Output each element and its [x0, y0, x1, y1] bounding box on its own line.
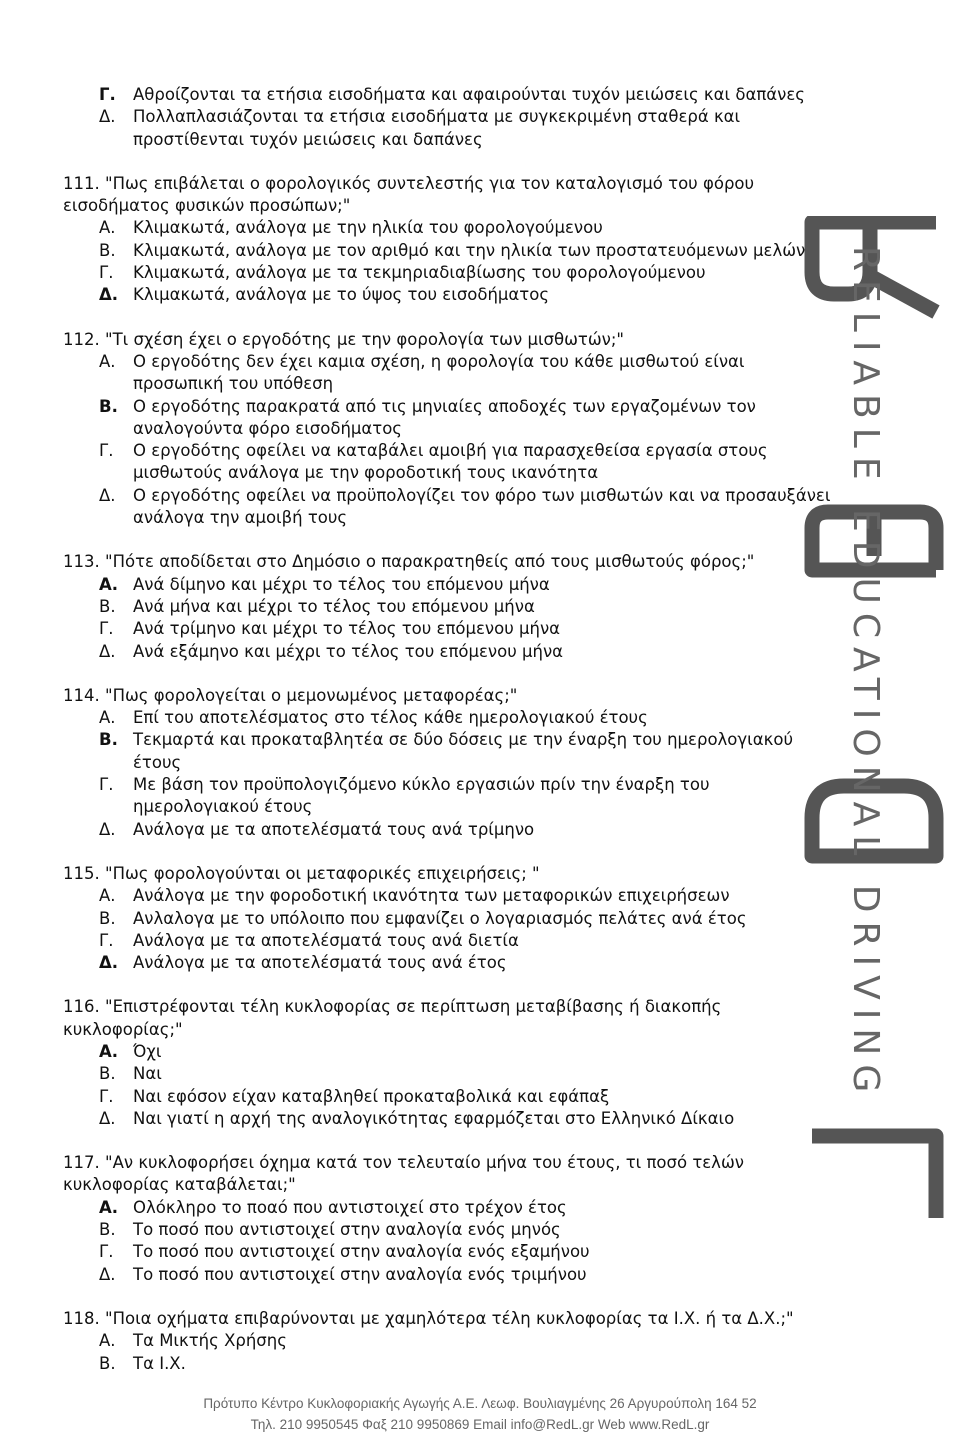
option-letter: Α. [99, 1197, 119, 1217]
option-letter: Β. [99, 1353, 116, 1373]
question-block [63, 1308, 838, 1375]
question-text: 116. "Επιστρέφονται τέλη κυκλοφορίας σε περίπτωση μεταβίβασης ή διακοπής κυκλοφορίας;" [63, 997, 722, 1039]
option-letter: Γ. [99, 441, 114, 461]
option-letter: Α. [99, 574, 119, 594]
option-text: Το ποσό που αντιστοιχεί στην αναλογία ενός τριμήνου [133, 1264, 587, 1284]
watermark-tagline: RELIABLE EDUCATIONAL DRIVING [845, 246, 886, 1102]
footer-contact: Τηλ. 210 9950545 Φαξ 210 9950869 Email info@RedL.gr Web www.RedL.gr [250, 1417, 710, 1432]
question-block [63, 1152, 838, 1286]
option-text: Ανά μήνα και μέχρι το τέλος του επόμενου μήνα [133, 596, 535, 616]
option-letter: Α. [99, 351, 116, 371]
question-block [63, 551, 838, 662]
redl-watermark-logo [796, 216, 946, 1290]
option-letter: Γ. [99, 619, 114, 639]
answer-option [99, 1086, 838, 1108]
answer-option [99, 351, 838, 396]
option-text: Κλιμακωτά, ανάλογα με την ηλικία του φορολογούμενου [133, 218, 603, 238]
answer-option [99, 574, 838, 596]
question-text: 112. "Τι σχέση έχει ο εργοδότης με την φορολογία των μισθωτών;" [63, 329, 625, 349]
option-text: Με βάση τον προϋπολογιζόμενο κύκλο εργασιών πρίν την έναρξη του ημερολογιακού έτους [133, 775, 710, 817]
option-letter: Β. [99, 730, 118, 750]
option-text: Τα Μικτής Χρήσης [133, 1331, 287, 1351]
option-text: Ανά εξάμηνο και μέχρι το τέλος του επόμενου μήνα [133, 641, 564, 661]
answer-option [99, 618, 838, 640]
option-letter: Δ. [99, 1264, 116, 1284]
option-text: Ανλαλογα με το υπόλοιπο που εμφανίζει ο λογαριασμός πελάτες ανά έτος [133, 908, 747, 928]
question-text: 111. "Πως επιβάλεται ο φορολογικός συντελεστής για τον καταλογισμό του φόρου εισοδήματος φυσικών προσώπων;" [63, 173, 755, 216]
option-letter: Γ. [99, 775, 114, 795]
option-letter: Α. [99, 1041, 119, 1061]
option-letter: Δ. [99, 819, 116, 839]
answer-option [99, 930, 838, 952]
option-text: Αθροίζονται τα ετήσια εισοδήματα και αφαιρούνται τυχόν μειώσεις και δαπάνες [133, 85, 805, 104]
option-text: Κλιμακωτά, ανάλογα με τον αριθμό και την ηλικία των προστατευόμενων μελών [133, 240, 806, 260]
question-text: 115. "Πως φορολογούνται οι μεταφορικές επιχειρήσεις; " [63, 863, 540, 883]
option-letter: Γ. [99, 263, 114, 283]
option-letter: Α. [99, 218, 116, 238]
option-letter: Α. [99, 886, 116, 906]
answer-option [99, 1197, 838, 1219]
answer-option [99, 1108, 838, 1130]
question-block [63, 173, 838, 307]
answer-option [99, 641, 838, 663]
option-letter: Β. [99, 1220, 116, 1240]
page-footer [0, 1393, 960, 1435]
option-text: Το ποσό που αντιστοιχεί στην αναλογία ενός μηνός [133, 1220, 561, 1240]
option-text: Ο εργοδότης δεν έχει καμια σχέση, η φορολογία του κάθε μισθωτού είναι προσωπική του υπόθεση [133, 351, 745, 394]
option-text: Ανάλογα με τα αποτελέσματά τους ανά έτος [133, 953, 507, 973]
answer-option [99, 262, 838, 284]
question-text: 117. "Αν κυκλοφορήσει όχημα κατά τον τελευταίο μήνα του έτους, τι ποσό τελών κυκλοφορίας καταβάλεται;" [63, 1153, 744, 1195]
answer-option [99, 284, 838, 306]
option-text: Όχι [133, 1041, 162, 1061]
option-letter: Δ. [99, 485, 116, 505]
answer-option [99, 396, 838, 441]
option-text: Κλιμακωτά, ανάλογα με το ύψος του εισοδήματος [133, 285, 550, 305]
option-letter: Δ. [99, 641, 116, 661]
option-text: Ανά τρίμηνο και μέχρι το τέλος του επόμενου μήνα [133, 619, 561, 639]
question-text: 114. "Πως φορολογείται ο μεμονωμένος μεταφορέας;" [63, 685, 518, 705]
option-letter: Β. [99, 240, 116, 260]
question-block [63, 996, 838, 1130]
option-text: Ο εργοδότης οφείλει να καταβάλει αμοιβή για παρασχεθείσα εργασία στους μισθωτούς ανάλογα με την φοροδοτική τους ικανότητα [133, 441, 768, 483]
question-block [63, 329, 838, 530]
option-text: Ναι [133, 1064, 162, 1084]
question-text: 118. "Ποια οχήματα επιβαρύνονται με χαμηλότερα τέλη κυκλοφορίας τα Ι.Χ. ή τα Δ.Χ.;" [63, 1308, 794, 1328]
answer-option [99, 1041, 838, 1063]
option-letter: Γ. [99, 1242, 114, 1262]
question-text: 113. "Πότε αποδίδεται στο Δημόσιο ο παρακρατηθείς από τους μισθωτούς φόρος;" [63, 552, 755, 572]
intro-options [63, 84, 838, 151]
option-text: Ναι γιατί η αρχή της αναλογικότητας εφαρμόζεται στο Ελληνικό Δίκαιο [133, 1108, 735, 1128]
option-text: Ο εργοδότης παρακρατά από τις μηνιαίες αποδοχές των εργαζομένων τον αναλογούντα φόρο εισοδήματος [133, 396, 756, 438]
option-text: Ο εργοδότης οφείλει να προϋπολογίζει τον φόρο των μισθωτών και να προσαυξάνει ανάλογα την αμοιβή τους [133, 485, 831, 528]
answer-option [99, 106, 838, 151]
option-text: Τεκμαρτά και προκαταβλητέα σε δύο δόσεις με την έναρξη του ημερολογιακού έτους [133, 730, 793, 772]
option-letter: Γ. [99, 1086, 114, 1106]
footer-address: Πρότυπο Κέντρο Κυκλοφοριακής Αγωγής Α.Ε. Λεωφ. Βουλιαγμένης 26 Αργυρούπολη 164 52 [203, 1396, 757, 1411]
answer-option [99, 908, 838, 930]
answer-option [99, 84, 838, 106]
answer-option [99, 1219, 838, 1241]
answer-option [99, 240, 838, 262]
answer-option [99, 774, 838, 819]
answer-option [99, 485, 838, 530]
option-text: Ανάλογα με τα αποτελέσματά τους ανά τρίμηνο [133, 819, 535, 839]
answer-option [99, 1063, 838, 1085]
answer-option [99, 707, 838, 729]
option-letter: Β. [99, 1064, 116, 1084]
option-letter: Γ. [99, 85, 116, 104]
option-letter: Β. [99, 596, 116, 616]
option-text: Ανάλογα με τα αποτελέσματά τους ανά διετία [133, 930, 519, 950]
questions-list [63, 173, 838, 1375]
option-text: Πολλαπλασιάζονται τα ετήσια εισοδήματα με συγκεκριμένη σταθερά και προστίθενται τυχόν μειώσεις και δαπάνες [133, 107, 741, 149]
answer-option [99, 1330, 838, 1352]
answer-option [99, 1264, 838, 1286]
option-letter: Δ. [99, 953, 119, 973]
question-block [63, 863, 838, 974]
option-letter: Β. [99, 396, 118, 416]
answer-option [99, 596, 838, 618]
option-text: Επί του αποτελέσματος στο τέλος κάθε ημερολογιακού έτους [133, 708, 648, 728]
answer-option [99, 819, 838, 841]
option-text: Τα Ι.Χ. [133, 1353, 186, 1373]
option-letter: Γ. [99, 930, 114, 950]
option-letter: Α. [99, 708, 116, 728]
option-text: Ολόκληρο το ποαό που αντιστοιχεί στο τρέχον έτος [133, 1197, 567, 1217]
redl-logo-graphic [796, 216, 946, 1290]
option-letter: Β. [99, 908, 116, 928]
option-text: Το ποσό που αντιστοιχεί στην αναλογία ενός εξαμήνου [133, 1242, 590, 1262]
answer-option [99, 217, 838, 239]
answer-option [99, 1353, 838, 1375]
option-text: Ανά δίμηνο και μέχρι το τέλος του επόμενου μήνα [133, 574, 550, 594]
question-block [63, 685, 838, 841]
option-letter: Α. [99, 1331, 116, 1351]
answer-option [99, 1241, 838, 1263]
option-letter: Δ. [99, 107, 116, 127]
option-text: Ναι εφόσον είχαν καταβληθεί προκαταβολικά και εφάπαξ [133, 1086, 610, 1106]
option-text: Ανάλογα με την φοροδοτική ικανότητα των μεταφορικών επιχειρήσεων [133, 886, 730, 906]
answer-option [99, 729, 838, 774]
answer-option [99, 885, 838, 907]
answer-option [99, 952, 838, 974]
option-text: Κλιμακωτά, ανάλογα με τα τεκμηριαδιαβίωσης του φορολογούμενου [133, 263, 706, 283]
answer-option [99, 440, 838, 485]
option-letter: Δ. [99, 285, 119, 305]
document-body [63, 84, 838, 1397]
option-letter: Δ. [99, 1108, 116, 1128]
